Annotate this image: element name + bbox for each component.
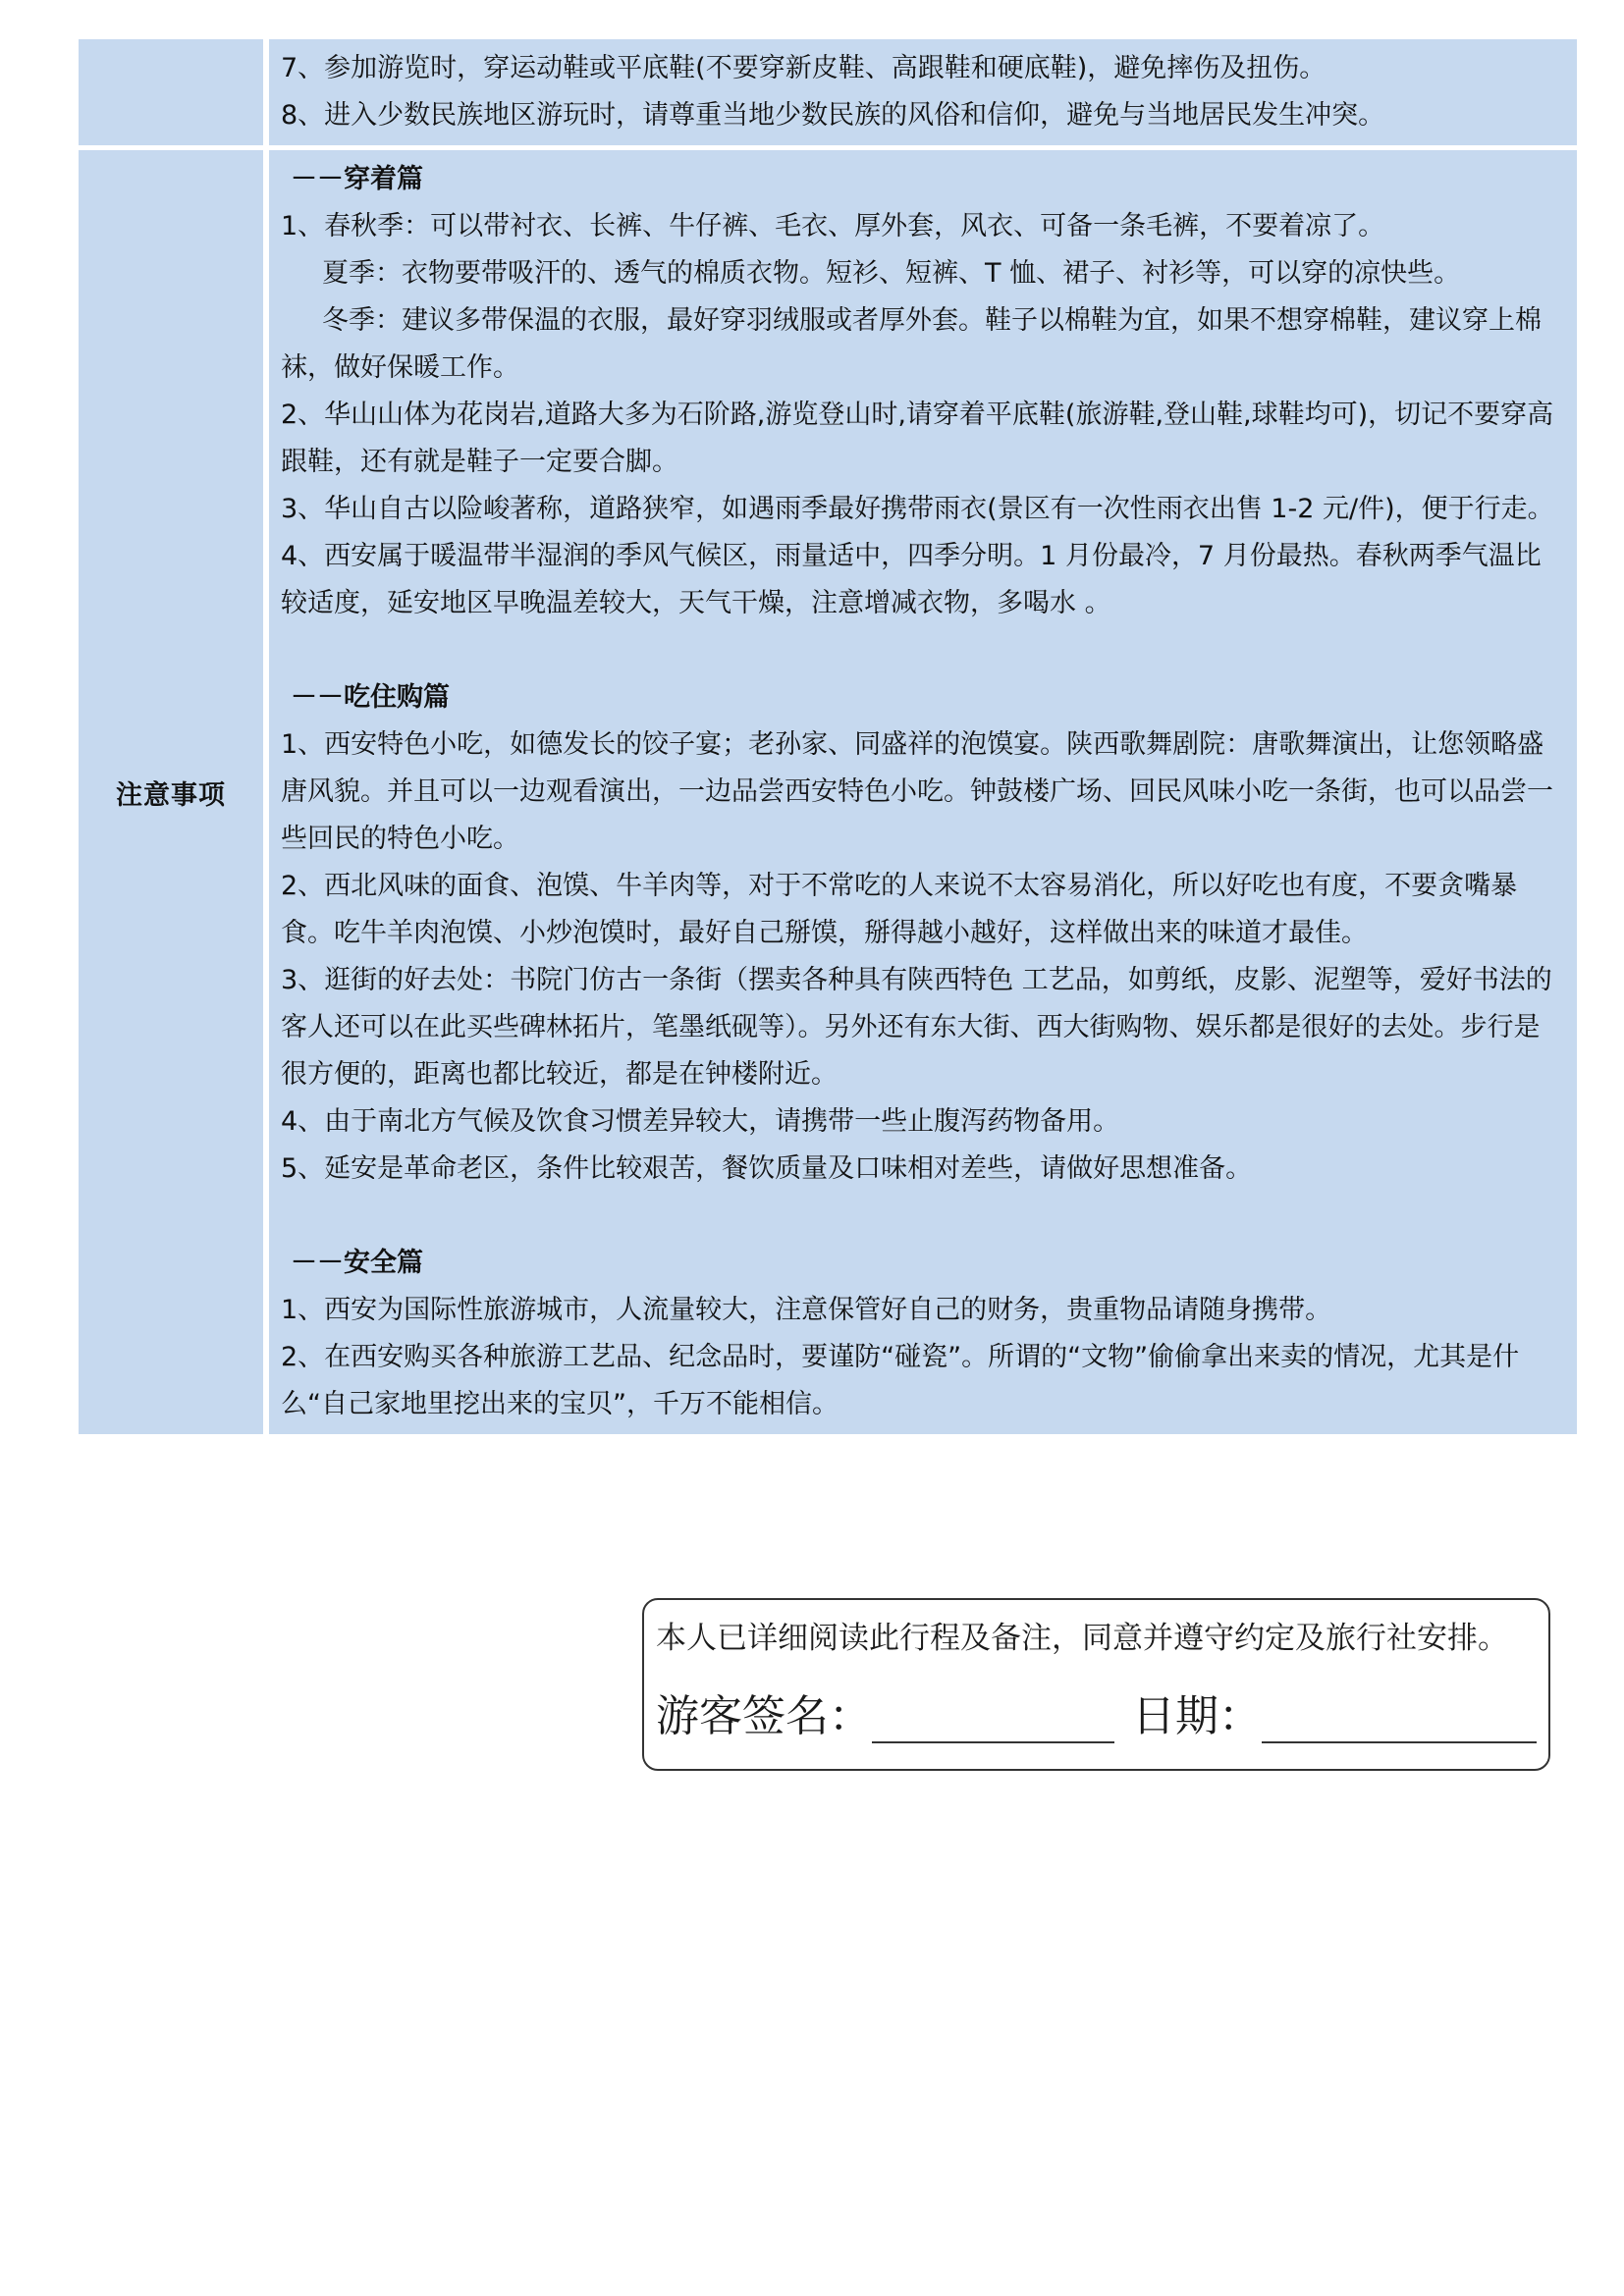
- list-item: 2、西北风味的面食、泡馍、牛羊肉等，对于不常吃的人来说不太容易消化，所以好吃也有度，不要贪嘴暴食。吃牛羊肉泡馍、小炒泡馍时，最好自己掰馍，掰得越小越好，这样做出来的味道才最佳。: [281, 871, 1518, 948]
- signature-label: 游客签名：: [656, 1691, 872, 1741]
- section-heading-clothing: －－穿着篇: [291, 164, 423, 194]
- signature-box: [642, 1598, 1550, 1771]
- list-item: 2、华山山体为花岗岩,道路大多为石阶路,游览登山时,请穿着平底鞋(旅游鞋,登山鞋,球鞋均可)，切记不要穿高跟鞋，还有就是鞋子一定要合脚。: [281, 400, 1554, 477]
- itinerary-notes-table: [79, 39, 1577, 1434]
- list-item: 5、延安是革命老区，条件比较艰苦，餐饮质量及口味相对差些，请做好思想准备。: [281, 1153, 1253, 1184]
- signature-field[interactable]: [872, 1698, 1114, 1743]
- list-item: 8、进入少数民族地区游玩时，请尊重当地少数民族的风俗和信仰，避免与当地居民发生冲突。: [281, 100, 1385, 131]
- date-label: 日期：: [1132, 1691, 1263, 1741]
- list-item: 4、由于南北方气候及饮食习惯差异较大，请携带一些止腹泻药物备用。: [281, 1106, 1120, 1137]
- list-item: 3、逛街的好去处：书院门仿古一条街（摆卖各种具有陕西特色 工艺品，如剪纸，皮影、泥塑等，爱好书法的客人还可以在此买些碑林拓片，笔墨纸砚等）。另外还有东大街、西大街购物、娱乐都是很好的去处。步行是很方便的，距离也都比较近，都是在钟楼附近。: [281, 965, 1552, 1090]
- precautions-continued-cell: [269, 39, 1577, 145]
- list-item: 冬季：建议多带保温的衣服，最好穿羽绒服或者厚外套。鞋子以棉鞋为宜，如果不想穿棉鞋，建议穿上棉袜，做好保暖工作。: [281, 305, 1542, 383]
- notes-content-cell: [269, 150, 1577, 1434]
- section-heading-safety: －－安全篇: [291, 1248, 423, 1278]
- list-item: 1、西安为国际性旅游城市，人流量较大，注意保管好自己的财务，贵重物品请随身携带。: [281, 1295, 1332, 1325]
- row-label-empty: [79, 39, 263, 145]
- date-field[interactable]: [1262, 1698, 1537, 1743]
- row-label-notes: 注意事项: [79, 150, 263, 1434]
- list-item: 2、在西安购买各种旅游工艺品、纪念品时，要谨防“碰瓷”。所谓的“文物”偷偷拿出来卖的情况，尤其是什么“自己家地里挖出来的宝贝”，千万不能相信。: [281, 1342, 1520, 1419]
- table-row-notes: [79, 150, 1577, 1434]
- list-item: 7、参加游览时，穿运动鞋或平底鞋(不要穿新皮鞋、高跟鞋和硬底鞋)，避免摔伤及扭伤。: [281, 53, 1326, 83]
- list-item: 4、西安属于暖温带半湿润的季风气候区，雨量适中，四季分明。1 月份最冷，7 月份最热。春秋两季气温比较适度，延安地区早晚温差较大，天气干燥，注意增减衣物，多喝水 。: [281, 541, 1542, 618]
- list-item: 1、春秋季：可以带衬衣、长裤、牛仔裤、毛衣、厚外套，风衣、可备一条毛裤，不要着凉了。: [281, 211, 1385, 241]
- list-item: 3、华山自古以险峻著称，道路狭窄，如遇雨季最好携带雨衣(景区有一次性雨衣出售 1-2 元/件)，便于行走。: [281, 494, 1554, 524]
- list-item: 1、西安特色小吃，如德发长的饺子宴；老孙家、同盛祥的泡馍宴。陕西歌舞剧院：唐歌舞演出，让您领略盛唐风貌。并且可以一边观看演出，一边品尝西安特色小吃。钟鼓楼广场、回民风味小吃一条街，也可以品尝一些回民的特色小吃。: [281, 729, 1553, 854]
- signature-agreement-note: 本人已详细阅读此行程及备注，同意并遵守约定及旅行社安排。: [656, 1621, 1508, 1656]
- table-row-precautions-continued: [79, 39, 1577, 145]
- section-heading-food: －－吃住购篇: [291, 682, 450, 713]
- list-item: 夏季：衣物要带吸汗的、透气的棉质衣物。短衫、短裤、T 恤、裙子、衬衫等，可以穿的凉快些。: [322, 258, 1461, 289]
- signature-line: [656, 1681, 1537, 1743]
